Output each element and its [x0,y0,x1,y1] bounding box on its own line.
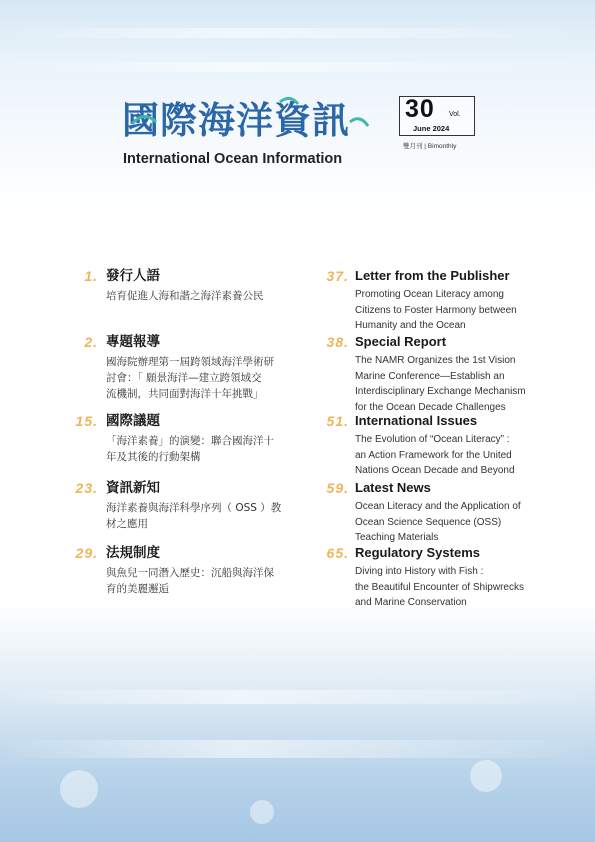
toc-title: 發行人語 [106,268,160,284]
toc-page-number: 2. [84,334,98,350]
toc-page-number: 65. [326,545,349,561]
background-streak [0,740,595,758]
toc-page-number: 1. [84,268,98,284]
toc-title: Special Report [355,334,447,349]
issue-date: June 2024 [413,124,450,133]
toc-description: The NAMR Organizes the 1st Vision Marine Conference—Establish an Interdisciplinary Exchange Mechanism for the Ocean Decade Challenges [355,355,526,413]
toc-item[interactable] [75,480,282,532]
bokeh-light [60,770,98,808]
toc-description: Diving into History with Fish : the Beautiful Encounter of Shipwrecks and Marine Conservation [355,566,524,608]
issue-frequency: 雙月刊 | Bimonthly [403,143,457,150]
toc-description: 國海院辦理第一屆跨領域海洋學術研 討會：「 願景海洋—建立跨領域交 流機制，共同面對海洋十年挑戰」 [106,356,274,400]
background-streak [0,690,595,704]
toc-item[interactable] [84,334,274,402]
wave-icon [130,92,370,142]
toc-item[interactable] [326,545,524,611]
toc-title: 法規制度 [106,545,160,561]
issue-box [399,96,475,136]
toc-description: 培育促進人海和諧之海洋素養公民 [106,290,264,302]
toc-item[interactable] [326,413,515,479]
toc-item[interactable] [75,545,274,597]
toc-title: Regulatory Systems [355,545,480,560]
toc-description: 海洋素養與海洋科學序列（ OSS ）教 材之應用 [106,502,282,530]
toc-item[interactable] [84,268,264,304]
toc-page-number: 29. [75,545,98,561]
magazine-title-en: International Ocean Information [123,151,343,167]
toc-description: The Evolution of “Ocean Literacy” : an Action Framework for the United Nations Ocean Decade and Beyond [355,434,515,476]
toc-title: Letter from the Publisher [355,268,510,283]
magazine-title-cn: 國際海洋資訊 [122,99,350,142]
toc-title: International Issues [355,413,478,428]
bokeh-light [470,760,502,792]
toc-title: 國際議題 [106,413,160,429]
issue-vol: Vol. [449,111,461,118]
toc-description: 與魚兒一同潛入歷史：沉船與海洋保 育的美麗邂逅 [106,567,274,595]
toc-item[interactable] [326,334,526,415]
toc-title: 資訊新知 [106,480,160,496]
toc-page-number: 38. [326,334,349,350]
toc-page-number: 37. [326,268,349,284]
background-streak [0,28,595,38]
issue-number: 30 [405,95,435,123]
toc-title: Latest News [355,480,431,495]
toc-page-number: 15. [75,413,98,429]
toc-page-number: 59. [326,480,349,496]
toc-description: Ocean Literacy and the Application of Ocean Science Sequence (OSS) Teaching Materials [355,501,521,543]
toc-description: Promoting Ocean Literacy among Citizens to Foster Harmony between Humanity and the Ocean [355,289,517,331]
background-streak [0,62,595,72]
toc-item[interactable] [326,480,521,546]
toc-page-number: 51. [326,413,349,429]
toc-description: 「海洋素養」的演變：聯合國海洋十 年及其後的行動架構 [106,435,274,463]
toc-title: 專題報導 [106,334,160,350]
toc-item[interactable] [326,268,517,334]
toc-item[interactable] [75,413,274,465]
bokeh-light [250,800,274,824]
toc-page-number: 23. [75,480,98,496]
